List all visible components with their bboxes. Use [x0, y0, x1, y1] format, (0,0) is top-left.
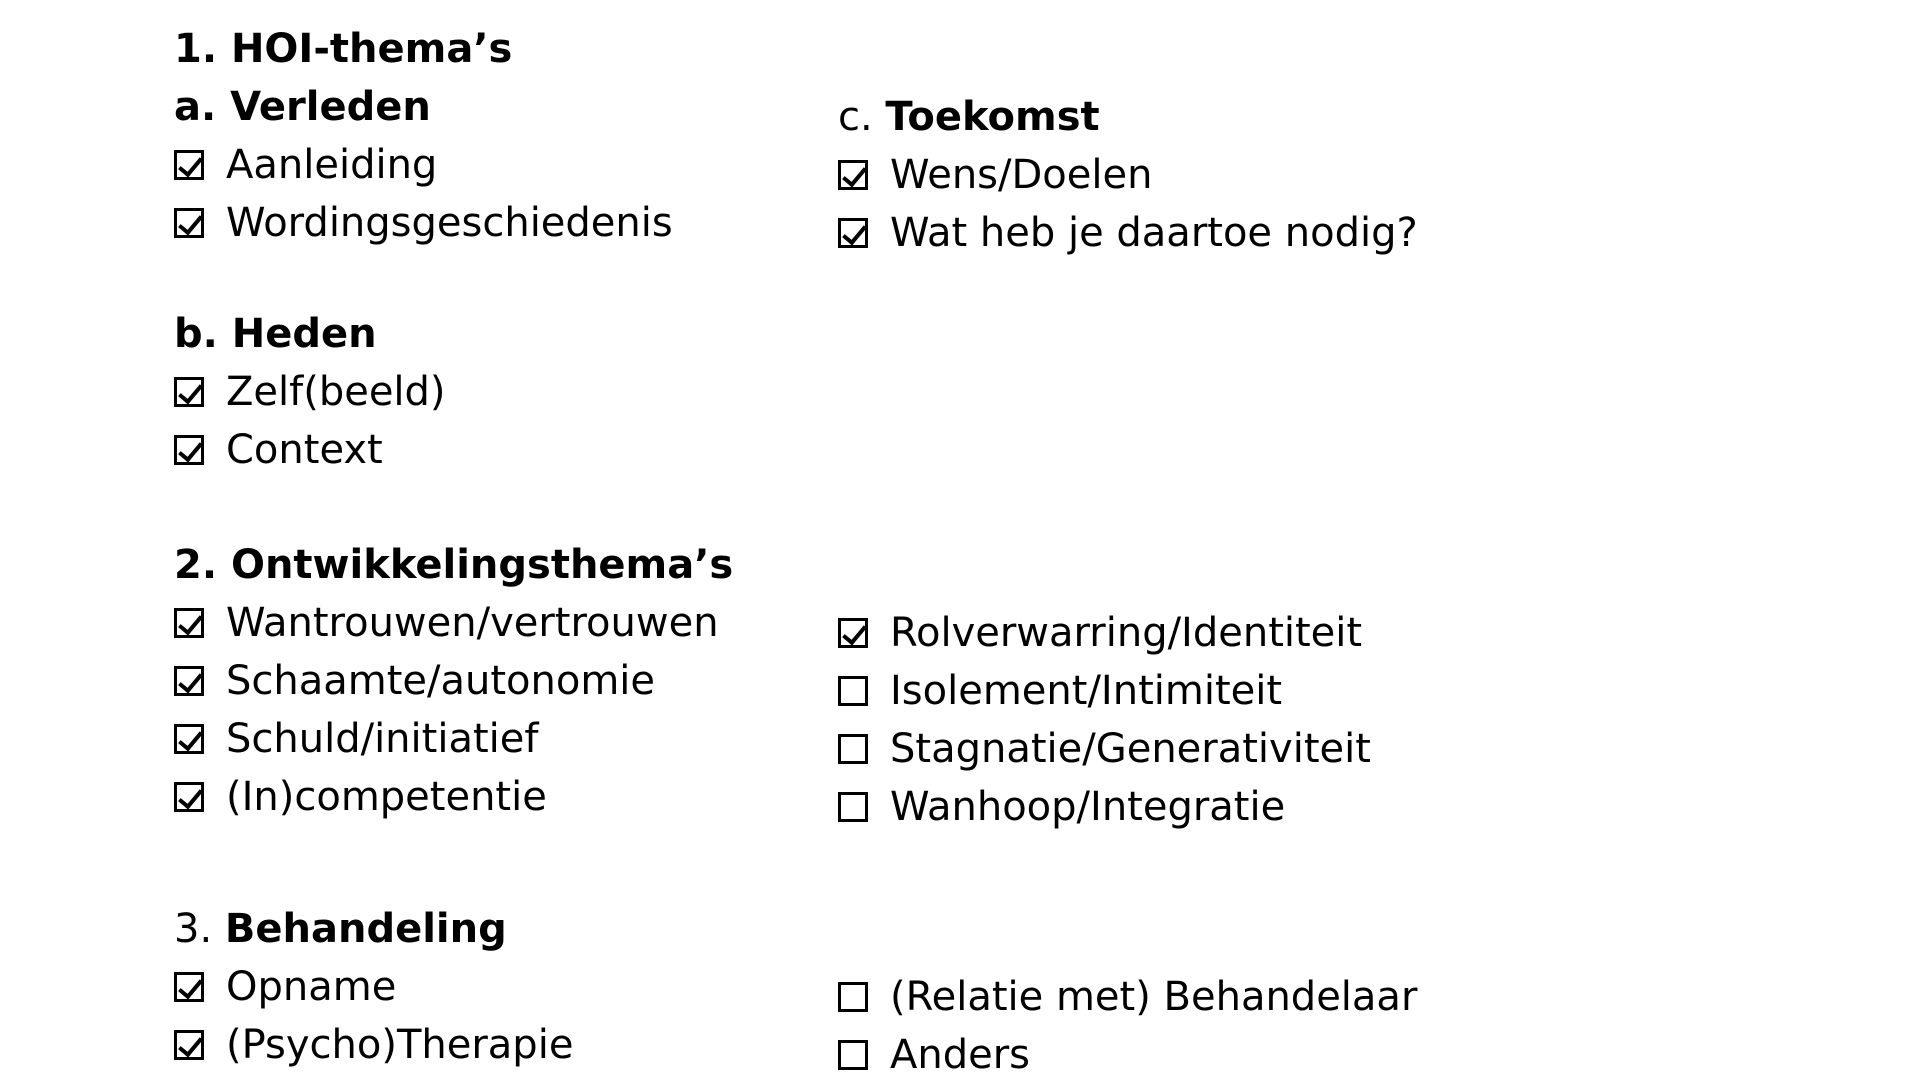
checked-checkbox-icon[interactable]: [174, 435, 204, 465]
checkbox-item[interactable]: [174, 421, 446, 479]
checkbox-label: Wens/Doelen: [890, 152, 1153, 198]
checkbox-label: Schaamte/autonomie: [226, 658, 656, 704]
checkbox-item[interactable]: [174, 194, 673, 252]
checkbox-label: Wat heb je daartoe nodig?: [890, 210, 1418, 256]
unchecked-checkbox-icon[interactable]: [838, 1040, 868, 1070]
section-1-heading: 1. HOI-thema’s: [174, 26, 513, 72]
checkbox-item[interactable]: [838, 778, 1371, 836]
unchecked-checkbox-icon[interactable]: [838, 792, 868, 822]
checked-checkbox-icon[interactable]: [174, 666, 204, 696]
checkbox-item[interactable]: [174, 594, 719, 652]
checked-checkbox-icon[interactable]: [174, 1030, 204, 1060]
checked-checkbox-icon[interactable]: [174, 150, 204, 180]
checked-checkbox-icon[interactable]: [174, 724, 204, 754]
unchecked-checkbox-icon[interactable]: [838, 982, 868, 1012]
checkbox-item[interactable]: [174, 136, 673, 194]
checkbox-label: Stagnatie/Generativiteit: [890, 726, 1371, 772]
checkbox-item[interactable]: [838, 204, 1418, 262]
checked-checkbox-icon[interactable]: [174, 972, 204, 1002]
checked-checkbox-icon[interactable]: [174, 377, 204, 407]
checked-checkbox-icon[interactable]: [174, 608, 204, 638]
checkbox-label: Context: [226, 427, 383, 473]
section-3-right-list: [838, 968, 1417, 1084]
checkbox-item[interactable]: [838, 604, 1371, 662]
checked-checkbox-icon[interactable]: [174, 208, 204, 238]
checkbox-label: Wordingsgeschiedenis: [226, 200, 673, 246]
section-2-right-list: [838, 604, 1371, 836]
checkbox-label: Rolverwarring/Identiteit: [890, 610, 1363, 656]
checkbox-item[interactable]: [838, 662, 1371, 720]
checkbox-item[interactable]: [838, 1026, 1417, 1084]
checked-checkbox-icon[interactable]: [838, 160, 868, 190]
checkbox-label: Anders: [890, 1032, 1030, 1078]
checkbox-item[interactable]: [174, 710, 719, 768]
checkbox-label: Isolement/Intimiteit: [890, 668, 1283, 714]
checkbox-label: (Relatie met) Behandelaar: [890, 974, 1418, 1020]
unchecked-checkbox-icon[interactable]: [838, 734, 868, 764]
unchecked-checkbox-icon[interactable]: [838, 676, 868, 706]
checkbox-item[interactable]: [174, 652, 719, 710]
checkbox-label: Wanhoop/Integratie: [890, 784, 1286, 830]
toekomst-list: [838, 146, 1418, 262]
heden-heading: b. Heden: [174, 311, 377, 357]
checkbox-item[interactable]: [838, 720, 1371, 778]
checkbox-label: Wantrouwen/vertrouwen: [226, 600, 719, 646]
checkbox-item[interactable]: [174, 958, 573, 1016]
checked-checkbox-icon[interactable]: [838, 618, 868, 648]
section-2-heading: 2. Ontwikkelingsthema’s: [174, 542, 734, 588]
checkbox-label: (Psycho)Therapie: [226, 1022, 574, 1068]
verleden-heading: a. Verleden: [174, 84, 431, 130]
checkbox-label: Aanleiding: [226, 142, 438, 188]
checked-checkbox-icon[interactable]: [174, 782, 204, 812]
checkbox-item[interactable]: [174, 363, 446, 421]
checkbox-item[interactable]: [838, 968, 1417, 1026]
checkbox-item[interactable]: [174, 1016, 573, 1074]
checkbox-label: Schuld/initiatief: [226, 716, 539, 762]
checkbox-item[interactable]: [174, 768, 719, 826]
verleden-list: [174, 136, 673, 252]
section-3-left-list: [174, 958, 573, 1074]
checkbox-label: Opname: [226, 964, 397, 1010]
section-3-heading: 3. Behandeling: [174, 906, 507, 952]
checkbox-label: Zelf(beeld): [226, 369, 446, 415]
toekomst-heading: c. Toekomst: [838, 94, 1100, 140]
checkbox-label: (In)competentie: [226, 774, 547, 820]
checked-checkbox-icon[interactable]: [838, 218, 868, 248]
section-2-left-list: [174, 594, 719, 826]
heden-list: [174, 363, 446, 479]
checkbox-item[interactable]: [838, 146, 1418, 204]
